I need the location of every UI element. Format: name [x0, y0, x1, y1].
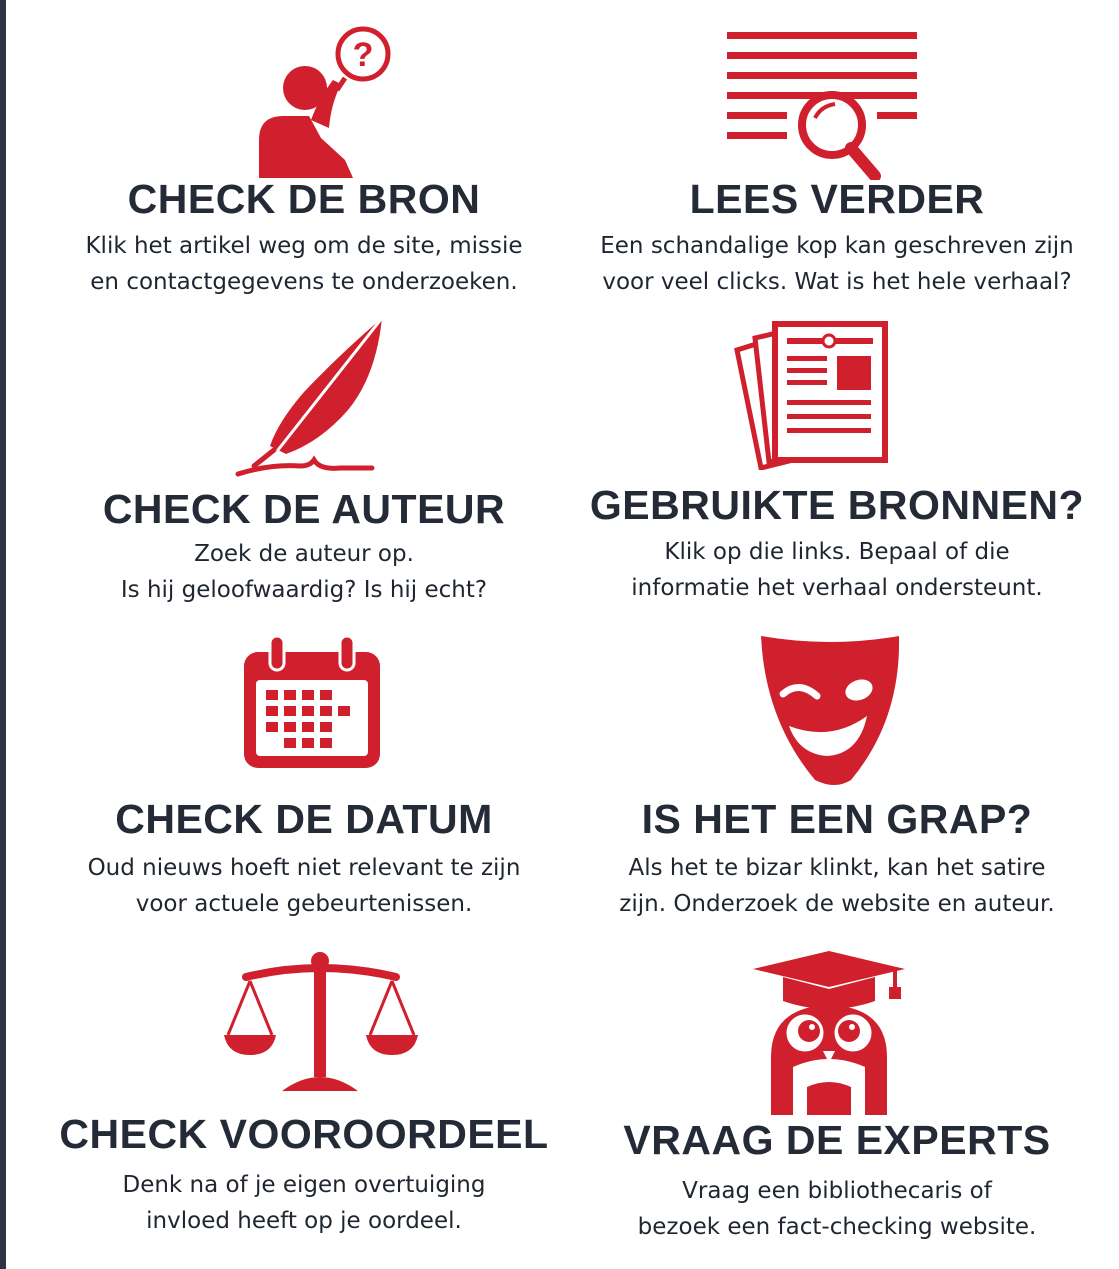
tile-check-de-datum — [34, 630, 574, 940]
tile-is-het-een-grap — [567, 630, 1107, 940]
tile-check-de-auteur — [34, 310, 574, 620]
graduate-owl-icon — [749, 947, 909, 1117]
tile-description — [34, 228, 574, 300]
description-line: voor veel clicks. Wat is het hele verhaal? — [602, 269, 1072, 295]
tile-title: CHECK VOOROORDEEL — [59, 1111, 549, 1157]
description-line: Vraag een bibliothecaris of — [682, 1178, 992, 1204]
tile-vraag-de-experts — [567, 945, 1107, 1255]
tile-description — [567, 1173, 1107, 1245]
description-line: invloed heeft op je oordeel. — [146, 1208, 462, 1234]
tile-gebruikte-bronnen — [567, 310, 1107, 620]
svg-text:?: ? — [352, 36, 374, 74]
tile-title: CHECK DE DATUM — [115, 796, 493, 842]
calendar-icon — [240, 634, 385, 774]
tile-title: LEES VERDER — [689, 176, 985, 222]
description-line: informatie het verhaal ondersteunt. — [631, 575, 1043, 601]
description-line: Is hij geloofwaardig? Is hij echt? — [120, 577, 488, 603]
text-magnifier-icon — [725, 30, 925, 180]
description-line: en contactgegevens te onderzoeken. — [90, 269, 518, 295]
tile-title: VRAAG DE EXPERTS — [623, 1117, 1051, 1163]
description-line: voor actuele gebeurtenissen. — [135, 891, 473, 917]
tile-description — [567, 850, 1107, 922]
quill-pen-icon — [230, 314, 410, 484]
comedy-mask-icon — [755, 630, 905, 790]
description-line: zijn. Onderzoek de website en auteur. — [619, 891, 1055, 917]
balance-scale-icon — [220, 951, 420, 1101]
description-line: Oud nieuws hoeft niet relevant te zijn — [87, 855, 521, 881]
tile-title: CHECK DE AUTEUR — [102, 486, 506, 532]
documents-icon — [731, 320, 901, 470]
tile-description — [567, 228, 1107, 300]
tile-check-vooroordeel — [34, 945, 574, 1255]
person-question-icon — [249, 20, 419, 180]
tile-description — [34, 1167, 574, 1239]
tile-description — [34, 536, 574, 608]
description-line: Als het te bizar klinkt, kan het satire — [628, 855, 1046, 881]
tile-check-de-bron — [34, 0, 574, 310]
description-line: bezoek een fact-checking website. — [637, 1214, 1037, 1240]
description-line: Denk na of je eigen overtuiging — [122, 1172, 486, 1198]
page-edge-bar — [0, 0, 6, 1269]
description-line: Een schandalige kop kan geschreven zijn — [600, 233, 1074, 259]
tile-description — [34, 850, 574, 922]
description-line: Klik het artikel weg om de site, missie — [85, 233, 523, 259]
description-line: Klik op die links. Bepaal of die — [664, 539, 1010, 565]
tile-title: IS HET EEN GRAP? — [641, 796, 1033, 842]
tile-lees-verder — [567, 0, 1107, 310]
tile-title: GEBRUIKTE BRONNEN? — [589, 482, 1085, 528]
description-line: Zoek de auteur op. — [194, 541, 414, 567]
tile-description — [567, 534, 1107, 606]
tile-title: CHECK DE BRON — [127, 176, 481, 222]
